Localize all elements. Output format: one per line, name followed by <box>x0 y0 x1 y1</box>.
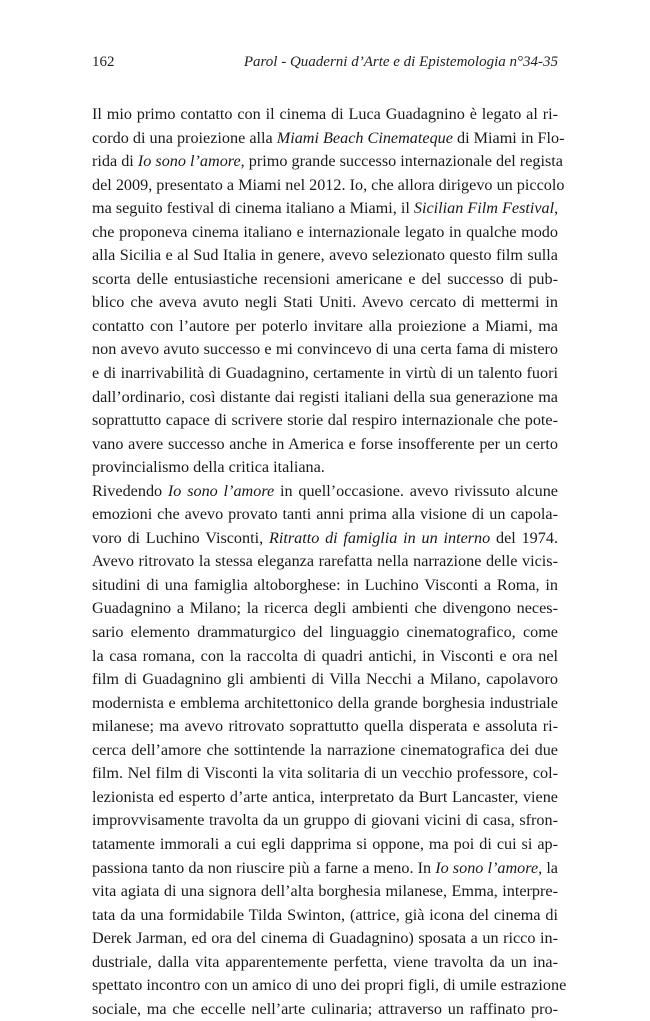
italic-title: Io sono l’amore <box>137 152 241 171</box>
text-segment: emozioni che avevo provato tanti anni prima alla visione di un capola- <box>92 505 558 524</box>
text-line <box>92 174 565 198</box>
paragraph <box>92 103 565 480</box>
text-segment: voro di Luchino Visconti, <box>92 528 269 547</box>
text-line <box>92 692 558 716</box>
text-segment: rida di <box>92 152 138 171</box>
text-segment: Rivedendo <box>92 481 168 500</box>
text-line <box>92 409 558 433</box>
text-segment: che proponeva cinema italiano e internazionale legato in qualche modo <box>92 222 558 241</box>
text-line <box>92 197 558 221</box>
text-segment: situdini di una famiglia altoborghese: in Luchino Visconti a Roma, in <box>92 575 558 594</box>
italic-title: Io sono l’amore, <box>435 858 543 877</box>
text-line <box>92 951 558 975</box>
text-segment: provincialismo della critica italiana. <box>92 458 325 477</box>
text-line <box>92 362 558 386</box>
text-segment: soprattutto capace di scrivere storie dal respiro internazionale che pote- <box>92 411 558 430</box>
text-line <box>92 597 558 621</box>
text-line <box>92 386 558 410</box>
text-segment: vita agiata di una signora dell’alta borghesia milanese, Emma, interpre- <box>92 882 558 901</box>
text-line <box>92 857 558 881</box>
text-segment: vano avere successo anche in America e forse insofferente per un certo <box>92 434 558 453</box>
text-line <box>92 550 558 574</box>
text-line <box>92 739 558 763</box>
text-segment: del 1974. <box>490 528 558 547</box>
text-line <box>92 645 558 669</box>
text-segment: di Miami in Flo- <box>452 128 565 147</box>
text-segment: , primo grande successo internazionale del regista <box>240 152 563 171</box>
text-line <box>92 433 558 457</box>
text-line <box>92 880 558 904</box>
text-segment: alla Sicilia e al Sud Italia in genere, avevo selezionato questo film sulla <box>92 246 558 265</box>
text-line <box>92 244 558 268</box>
text-line <box>92 927 558 951</box>
italic-title: Sicilian Film Festival <box>413 199 555 218</box>
text-segment: la <box>542 858 558 877</box>
text-line <box>92 456 558 480</box>
page-header <box>92 54 558 74</box>
text-line <box>92 268 558 292</box>
text-segment: cerca dell’amore che sottintende la narrazione cinematografica dei due <box>92 740 558 759</box>
text-segment: contatto con l’autore per poterlo invitare alla proiezione a Miami, ma <box>92 316 558 335</box>
text-segment: e di inarrivabilità di Guadagnino, certamente in virtù di un talento fuori <box>92 364 558 383</box>
text-segment: , <box>554 199 559 218</box>
text-segment: film. Nel film di Visconti la vita solitaria di un vecchio professore, col- <box>92 764 558 783</box>
text-segment: dustriale, dalla vita apparentemente perfetta, viene travolta da un ina- <box>92 952 558 971</box>
text-line <box>92 315 558 339</box>
text-line <box>92 574 558 598</box>
text-line <box>92 904 558 928</box>
text-segment: lezionista ed esperto d’arte antica, interpretato da Burt Lancaster, viene <box>92 787 558 806</box>
text-line <box>92 103 558 127</box>
text-segment: tata da una formidabile Tilda Swinton, (attrice, già icona del cinema di <box>92 905 558 924</box>
text-segment: in quell’occasione. avevo rivissuto alcune <box>274 481 558 500</box>
text-segment: Guadagnino a Milano; la ricerca degli ambienti che divengono neces- <box>92 599 558 618</box>
text-segment: spettato incontro con un amico di uno dei propri figli, di umile estrazione <box>92 976 567 995</box>
text-segment: Avevo ritrovato la stessa eleganza rarefatta nella narrazione delle vicis- <box>92 552 558 571</box>
text-line <box>92 150 563 174</box>
text-line <box>92 786 558 810</box>
body-text <box>92 103 567 1021</box>
text-line <box>92 668 558 692</box>
italic-title: Io sono l’amore <box>167 481 275 500</box>
text-segment: Il mio primo contatto con il cinema di Luca Guadagnino è legato al ri- <box>92 105 558 123</box>
italic-title: Miami Beach Cinemateque <box>276 128 453 147</box>
text-segment: modernista e emblema architettonico della grande borghesia industriale <box>92 693 558 712</box>
text-segment: ma seguito festival di cinema italiano a Miami, il <box>92 199 414 218</box>
text-line <box>92 762 558 786</box>
text-line <box>92 221 558 245</box>
running-title: Parol - Quaderni d’Arte e di Epistemologia n°34-35 <box>243 54 558 70</box>
text-segment: milanese; ma avevo ritrovato soprattutto quella disperata e assoluta ri- <box>92 717 558 736</box>
text-line <box>92 809 558 833</box>
text-segment: cordo di una proiezione alla <box>92 128 277 147</box>
text-segment: dall’ordinario, così distante dai registi italiani della sua generazione ma <box>92 387 558 406</box>
text-segment: non avevo avuto successo e mi convincevo di una certa fama di mistero <box>92 340 558 359</box>
text-segment: passiona tanto da non riuscire più a farne a meno. In <box>92 858 436 877</box>
page-number: 162 <box>92 54 115 70</box>
text-line <box>92 291 558 315</box>
italic-title: Ritratto di famiglia in un interno <box>268 528 491 547</box>
text-line <box>92 621 558 645</box>
text-segment: la casa romana, con la raccolta di quadri antichi, in Visconti e ora nel <box>92 646 558 665</box>
text-line <box>92 974 567 998</box>
text-line <box>92 338 558 362</box>
text-segment: Derek Jarman, ed ora del cinema di Guadagnino) sposata a un ricco in- <box>92 929 558 948</box>
text-segment: scorta delle entusiastiche recensioni americane e del successo di pub- <box>92 269 558 288</box>
text-segment: blico che aveva avuto negli Stati Uniti. Avevo cercato di mettermi in <box>92 293 558 312</box>
text-line <box>92 127 565 151</box>
text-line <box>92 998 558 1021</box>
text-segment: del 2009, presentato a Miami nel 2012. Io, che allora dirigevo un piccolo <box>92 175 565 194</box>
text-line <box>92 833 558 857</box>
text-line <box>92 480 558 504</box>
text-segment: improvvisamente travolta da un gruppo di giovani vicini di casa, sfron- <box>92 811 558 830</box>
text-segment: sario elemento drammaturgico del linguaggio cinematografico, come <box>92 623 558 642</box>
text-line <box>92 503 558 527</box>
paragraph <box>92 480 567 1021</box>
text-line <box>92 715 558 739</box>
text-line <box>92 527 558 551</box>
text-segment: tatamente immorali a cui egli dapprima si oppone, ma poi di cui si ap- <box>92 834 558 853</box>
text-segment: sociale, ma che eccelle nell’arte culinaria; attraverso un raffinato pro- <box>92 999 558 1018</box>
text-segment: film di Guadagnino gli ambienti di Villa Necchi a Milano, capolavoro <box>92 670 558 689</box>
